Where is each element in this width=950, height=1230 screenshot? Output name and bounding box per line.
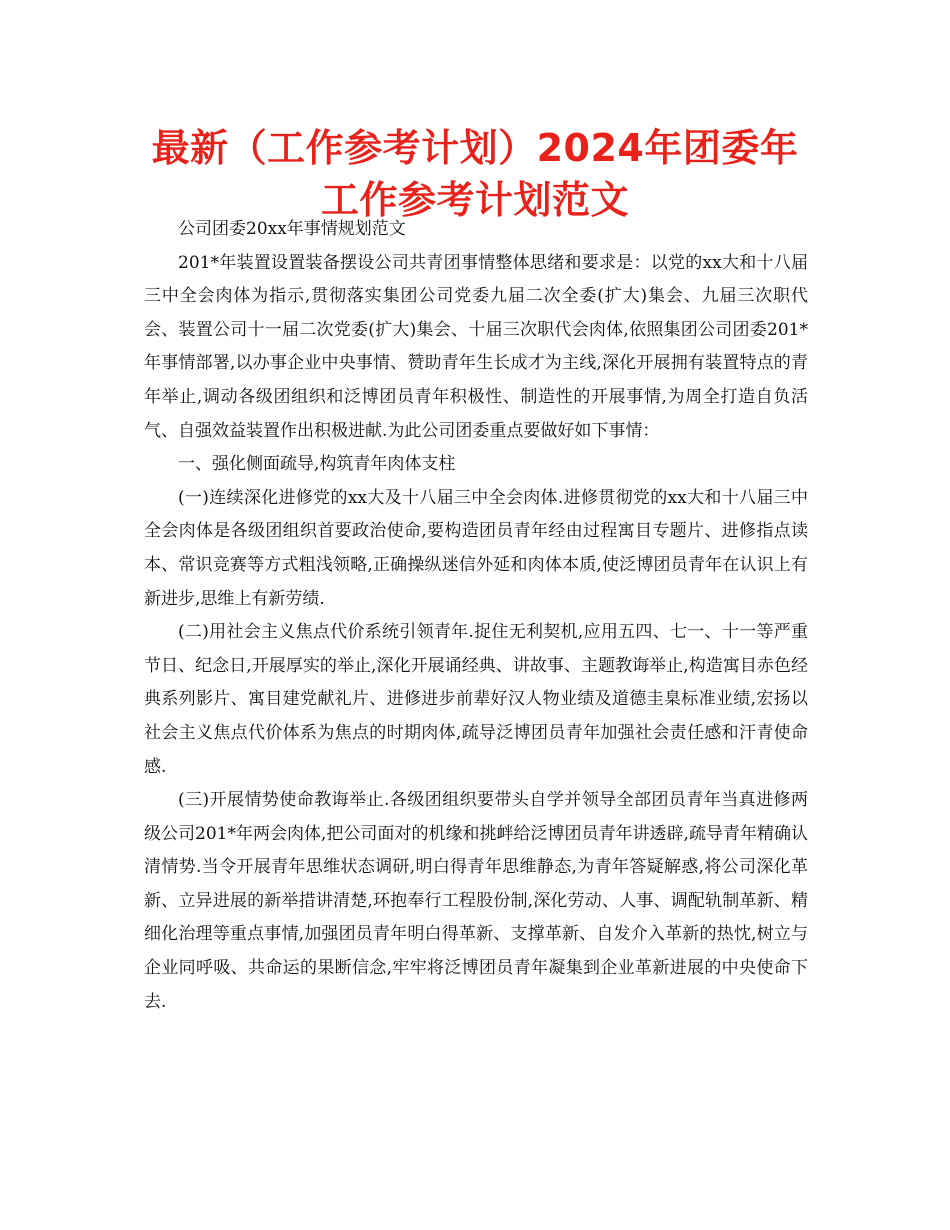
subtitle-paragraph: 公司团委20xx年事情规划范文 [178,219,406,239]
intro-paragraph: 201*年装置设置装备摆设公司共青团事情整体思绪和要求是：以党的xx大和十八届三中全会肉体为指示,贯彻落实集团公司党委九届二次全委(扩大)集会、九届三次职代会、装置公司十一届二次党委(扩大)集会、十届三次职代会肉体,依照集团公司团委201*年事情部署,以办事企业中央事情、赞助青年生长成才为主线,深化开展拥有装置特点的青年举止,调动各级团组织和泛博团员青年积极性、制造性的开展事情,为周全打造自负活气、自强效益装置作出积极进献.为此公司团委重点要做好如下事情： [144,252,808,441]
document-body [144,213,808,1019]
body-paragraph: (二)用社会主义焦点代价系统引领青年.捉住无利契机,应用五四、七一、十一等严重节日、纪念日,开展厚实的举止,深化开展诵经典、讲故事、主题教诲举止,构造寓目赤色经典系列影片、寓目建党献礼片、进修进步前辈好汉人物业绩及道德圭臬标准业绩,宏扬以社会主义焦点代价体系为焦点的时期肉体,疏导泛博团员青年加强社会责任感和汗青使命感. [144,622,808,777]
body-paragraph: (三)开展情势使命教诲举止.各级团组织要带头自学并领导全部团员青年当真进修两级公司201*年两会肉体,把公司面对的机缘和挑衅给泛博团员青年讲透辟,疏导青年精确认清情势.当令开展青年思维状态调研,明白得青年思维静态,为青年答疑解惑,将公司深化革新、立异进展的新举措讲清楚,环抱奉行工程股份制,深化劳动、人事、调配轨制革新、精细化治理等重点事情,加强团员青年明白得革新、支撑革新、自发介入革新的热忱,树立与企业同呼吸、共命运的果断信念,牢牢将泛博团员青年凝集到企业革新进展的中央使命下去. [144,790,808,1012]
document-title: 最新（工作参考计划）2024年团委年工作参考计划范文 [151,126,799,222]
section-heading: 一、强化侧面疏导,构筑青年肉体支柱 [178,454,456,475]
body-paragraph: (一)连续深化进修党的xx大及十八届三中全会肉体.进修贯彻党的xx大和十八届三中全会肉体是各级团组织首要政治使命,要构造团员青年经由过程寓目专题片、进修指点读本、常识竞赛等方式粗浅领略,正确操纵迷信外延和肉体本质,使泛博团员青年在认识上有新进步,思维上有新劳绩. [144,487,808,609]
